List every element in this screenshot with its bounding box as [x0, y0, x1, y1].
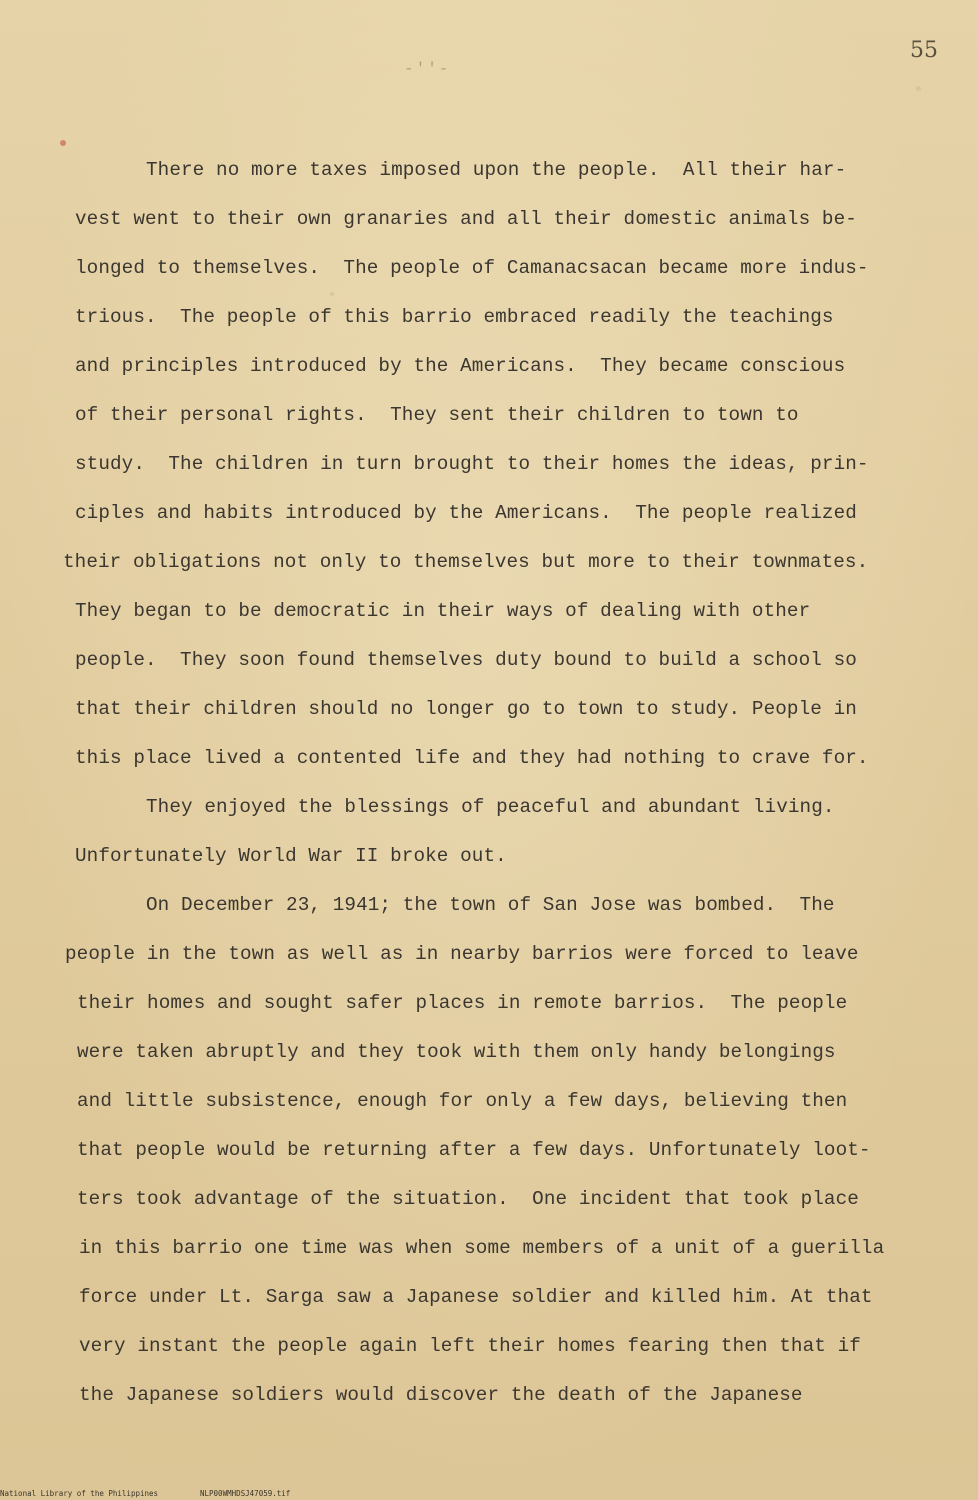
text-line-15: Unfortunately World War II broke out. — [75, 845, 507, 867]
text-line-18: their homes and sought safer places in remote barrios. The people — [77, 992, 848, 1014]
text-line-6: of their personal rights. They sent their children to town to — [75, 404, 799, 426]
text-line-1: There no more taxes imposed upon the people. All their har- — [146, 159, 847, 181]
text-line-7: study. The children in turn brought to their homes the ideas, prin- — [75, 453, 869, 475]
text-line-14: They enjoyed the blessings of peaceful and abundant living. — [146, 796, 835, 818]
text-line-10: They began to be democratic in their ways of dealing with other — [75, 600, 811, 622]
text-line-4: trious. The people of this barrio embraced readily the teachings — [75, 306, 834, 328]
page-number: 55 — [910, 38, 938, 63]
text-line-13: this place lived a contented life and they had nothing to crave for. — [75, 747, 869, 769]
ink-speck — [60, 140, 66, 146]
text-line-9: their obligations not only to themselves but more to their townmates. — [63, 551, 869, 573]
footer-file-name: NLP00WMHDSJ47059.tif — [200, 1489, 291, 1498]
text-line-3: longed to themselves. The people of Camanacsacan became more indus- — [75, 257, 869, 279]
text-line-23: in this barrio one time was when some members of a unit of a guerilla — [79, 1237, 885, 1259]
text-line-12: that their children should no longer go to town to study. People in — [75, 698, 857, 720]
text-line-16: On December 23, 1941; the town of San Jose was bombed. The — [146, 894, 835, 916]
text-line-21: that people would be returning after a few days. Unfortunately loot- — [77, 1139, 871, 1161]
text-line-19: were taken abruptly and they took with them only handy belongings — [77, 1041, 836, 1063]
footer-source-caption: National Library of the Philippines — [0, 1489, 159, 1498]
paper-speck-2 — [916, 86, 921, 91]
text-line-20: and little subsistence, enough for only a few days, believing then — [77, 1090, 848, 1112]
faint-top-mark: -′′- — [404, 60, 451, 78]
text-line-17: people in the town as well as in nearby barrios were forced to leave — [65, 943, 859, 965]
text-line-8: ciples and habits introduced by the Americans. The people realized — [75, 502, 857, 524]
text-line-26: the Japanese soldiers would discover the death of the Japanese — [79, 1384, 803, 1406]
text-line-24: force under Lt. Sarga saw a Japanese soldier and killed him. At that — [79, 1286, 873, 1308]
text-line-11: people. They soon found themselves duty bound to build a school so — [75, 649, 857, 671]
text-line-25: very instant the people again left their homes fearing then that if — [79, 1335, 861, 1357]
text-line-22: ters took advantage of the situation. One incident that took place — [77, 1188, 859, 1210]
text-line-5: and principles introduced by the Americans. They became conscious — [75, 355, 846, 377]
text-line-2: vest went to their own granaries and all their domestic animals be- — [75, 208, 857, 230]
